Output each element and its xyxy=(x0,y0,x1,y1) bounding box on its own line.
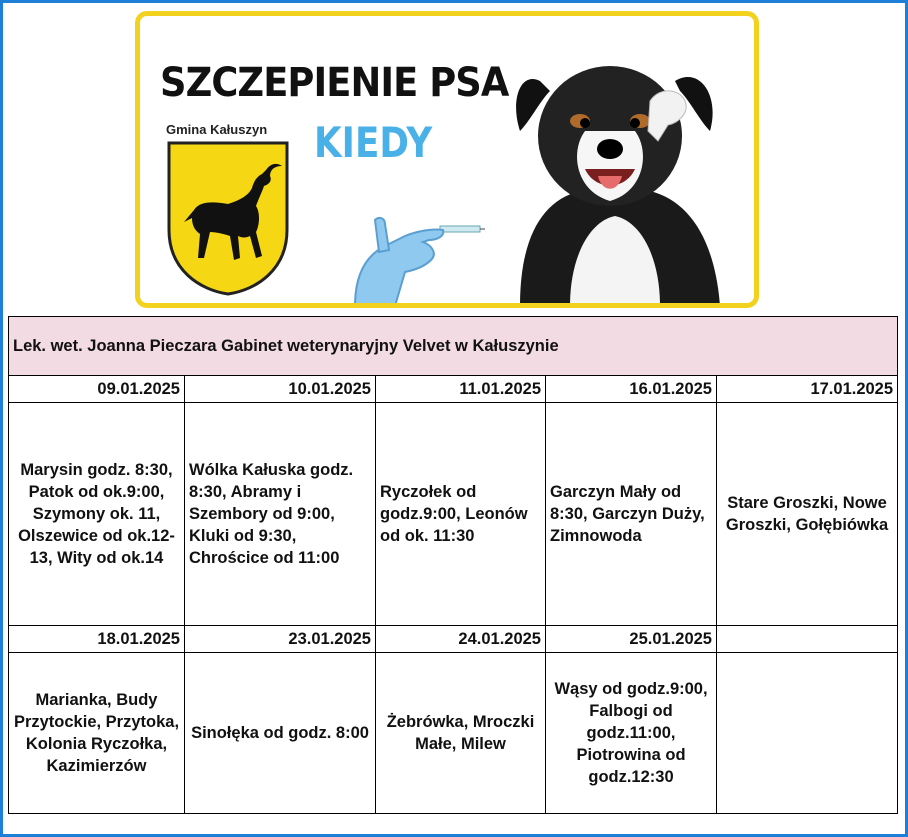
date-cell: 23.01.2025 xyxy=(185,626,376,653)
places-row xyxy=(9,403,898,626)
date-row xyxy=(9,626,898,653)
date-cell xyxy=(717,626,898,653)
table-header-row xyxy=(9,317,898,376)
date-cell: 18.01.2025 xyxy=(9,626,185,653)
places-cell: Wólka Kałuska godz. 8:30, Abramy i Szembory od 9:00, Kluki od 9:30, Chrościce od 11:00 xyxy=(185,403,376,626)
schedule-table xyxy=(8,316,898,814)
banner-title: SZCZEPIENIE PSA xyxy=(160,60,509,106)
date-cell: 09.01.2025 xyxy=(9,376,185,403)
places-cell: Żebrówka, Mroczki Małe, Milew xyxy=(376,653,546,814)
places-cell: Marianka, Budy Przytockie, Przytoka, Kolonia Ryczołka, Kazimierzów xyxy=(9,653,185,814)
places-cell: Garczyn Mały od 8:30, Garczyn Duży, Zimnowoda xyxy=(546,403,717,626)
gloved-hand-syringe-icon xyxy=(345,206,485,306)
places-row xyxy=(9,653,898,814)
places-cell: Stare Groszki, Nowe Groszki, Gołębiówka xyxy=(717,403,898,626)
dog-image xyxy=(500,41,730,306)
places-cell: Wąsy od godz.9:00, Falbogi od godz.11:00, Piotrowina od godz.12:30 xyxy=(546,653,717,814)
places-cell: Sinołęka od godz. 8:00 xyxy=(185,653,376,814)
municipality-crest-icon xyxy=(166,140,290,296)
places-cell: Marysin godz. 8:30, Patok od ok.9:00, Szymony ok. 11, Olszewice od ok.12-13, Wity od ok.14 xyxy=(9,403,185,626)
banner xyxy=(135,11,759,308)
date-cell: 25.01.2025 xyxy=(546,626,717,653)
municipality-label: Gmina Kałuszyn xyxy=(166,122,268,137)
date-cell: 16.01.2025 xyxy=(546,376,717,403)
date-cell: 10.01.2025 xyxy=(185,376,376,403)
date-cell: 24.01.2025 xyxy=(376,626,546,653)
banner-subtitle: KIEDY xyxy=(314,118,433,167)
date-cell: 11.01.2025 xyxy=(376,376,546,403)
places-cell: Ryczołek od godz.9:00, Leonów od ok. 11:30 xyxy=(376,403,546,626)
date-row xyxy=(9,376,898,403)
date-cell: 17.01.2025 xyxy=(717,376,898,403)
places-cell xyxy=(717,653,898,814)
clinic-header: Lek. wet. Joanna Pieczara Gabinet weterynaryjny Velvet w Kałuszynie xyxy=(9,317,898,376)
